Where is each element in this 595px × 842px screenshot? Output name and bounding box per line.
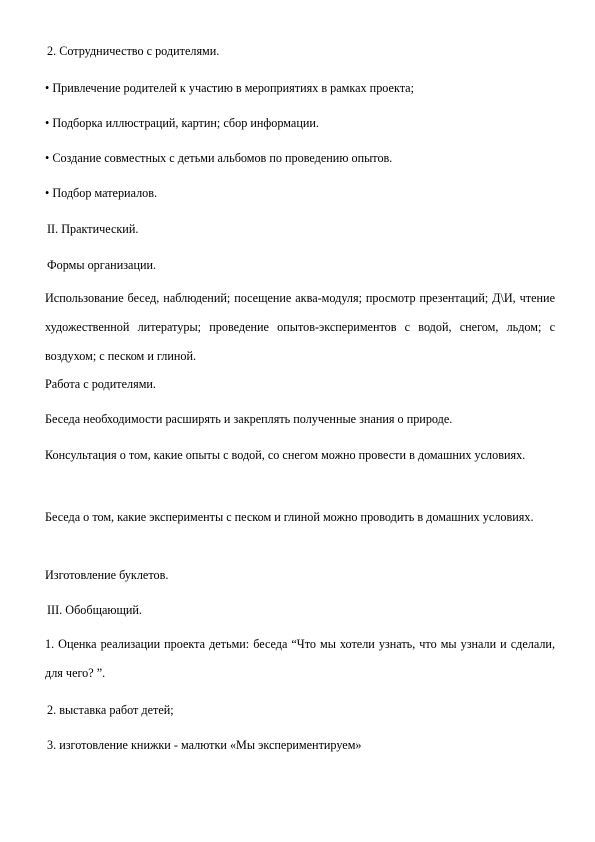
paragraph-sand-clay: Беседа о том, какие эксперименты с песком и глиной можно проводить в домашних условиях. [45, 510, 534, 524]
bullet-involving-parents: • Привлечение родителей к участию в мероприятиях в рамках проекта; [45, 81, 414, 95]
stage-heading-generalizing: III. Обобщающий. [47, 603, 142, 617]
paragraph-conversation: Беседа необходимости расширять и закреплять полученные знания о природе. [45, 412, 453, 426]
stage-heading-practical: II. Практический. [47, 222, 139, 236]
paragraph-exhibition: 2. выставка работ детей; [47, 703, 174, 717]
section-item-parents-cooperation: 2. Сотрудничество с родителями. [47, 44, 220, 58]
paragraph-consultation: Консультация о том, какие опыты с водой, со снегом можно провести в домашних условиях. [45, 448, 526, 462]
paragraph-book-making: 3. изготовление книжки - малютки «Мы экспериментируем» [47, 738, 362, 752]
bullet-illustrations: • Подборка иллюстраций, картин; сбор информации. [45, 116, 319, 130]
bullet-materials: • Подбор материалов. [45, 186, 158, 200]
subheading-work-with-parents: Работа с родителями. [45, 377, 156, 391]
paragraph-booklets: Изготовление буклетов. [45, 568, 169, 582]
subheading-organization-forms: Формы организации. [47, 258, 157, 272]
paragraph-evaluation: 1. Оценка реализации проекта детьми: беседа “Что мы хотели узнать, что мы узнали и сделали, для чего? ”. [45, 637, 555, 680]
paragraph-activities: Использование бесед, наблюдений; посещение аква-модуля; просмотр презентаций; Д\И, чтение художественной литературы; проведение опытов-экспериментов с водой, снегом, льдом; с воздухом; с песком и глиной. [45, 291, 555, 363]
bullet-albums: • Создание совместных с детьми альбомов по проведению опытов. [45, 151, 393, 165]
